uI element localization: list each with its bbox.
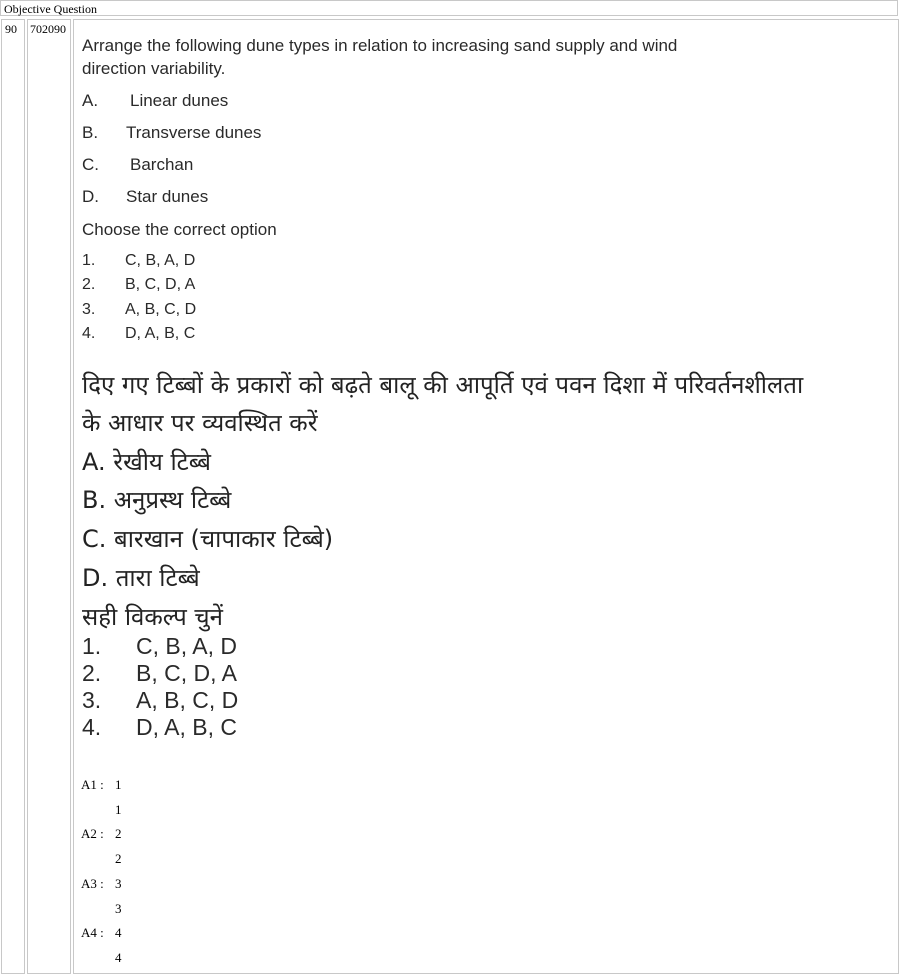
statement-item xyxy=(82,123,261,143)
statement-item xyxy=(82,155,193,175)
answer-key-value: 4 xyxy=(115,925,122,940)
option-hi xyxy=(82,687,238,714)
option-hi xyxy=(82,660,237,687)
statement-text: Linear dunes xyxy=(130,91,229,110)
statement-item xyxy=(82,187,208,207)
option-text: D, A, B, C xyxy=(125,325,196,342)
statement-text: Star dunes xyxy=(126,187,209,206)
option-number: 2. xyxy=(82,276,96,293)
choose-option-en: Choose the correct option xyxy=(82,220,277,239)
question-number-cell xyxy=(1,19,25,974)
option-number: 1. xyxy=(82,633,102,659)
answer-key-value: 3 xyxy=(115,876,122,891)
question-body xyxy=(73,19,899,974)
statement-item-hi: B. अनुप्रस्थ टिब्बे xyxy=(82,486,232,514)
question-id-cell xyxy=(27,19,71,974)
answer-key-label: A1 : xyxy=(81,777,104,792)
option-number: 3. xyxy=(82,687,102,713)
option-number: 4. xyxy=(82,714,102,740)
statement-item-hi: A. रेखीय टिब्बे xyxy=(82,448,211,476)
option-hi xyxy=(82,633,237,660)
section-title: Objective Question xyxy=(4,2,97,16)
answer-key-repeat: 4 xyxy=(115,950,122,965)
option-number: 2. xyxy=(82,660,102,686)
answer-key-row xyxy=(81,876,122,892)
statement-label: A. xyxy=(82,91,99,110)
choose-option-hi: सही विकल्प चुनें xyxy=(82,603,223,631)
option-text: B, C, D, A xyxy=(125,276,196,293)
answer-key-repeat: 1 xyxy=(115,802,122,817)
option-number: 4. xyxy=(82,325,96,342)
option-text: B, C, D, A xyxy=(136,660,237,686)
question-table xyxy=(0,18,900,976)
option-number: 3. xyxy=(82,301,96,318)
answer-key-repeat: 3 xyxy=(115,901,122,916)
option-en xyxy=(82,252,195,270)
option-text: C, B, A, D xyxy=(125,252,196,269)
statement-item xyxy=(82,91,228,111)
question-en-line1: Arrange the following dune types in relation to increasing sand supply and wind xyxy=(82,36,678,55)
statement-text: Transverse dunes xyxy=(126,123,262,142)
answer-key-label: A3 : xyxy=(81,876,104,891)
option-en xyxy=(82,276,195,294)
option-text: A, B, C, D xyxy=(136,687,239,713)
answer-key-value: 1 xyxy=(115,777,122,792)
question-id: 702090 xyxy=(30,22,66,36)
option-text: C, B, A, D xyxy=(136,633,237,659)
answer-key-label: A4 : xyxy=(81,925,104,940)
answer-key-value: 2 xyxy=(115,826,122,841)
statement-item-hi: D. तारा टिब्बे xyxy=(82,564,200,592)
answer-key-row xyxy=(81,925,122,941)
question-hi-line1: दिए गए टिब्बों के प्रकारों को बढ़ते बालू की आपूर्ति एवं पवन दिशा में परिवर्तनशीलता xyxy=(82,371,804,399)
answer-key-row xyxy=(81,777,122,793)
answer-key-row xyxy=(81,826,122,842)
question-hi-line2: के आधार पर व्यवस्थित करें xyxy=(82,409,318,437)
option-en xyxy=(82,301,196,319)
statement-text: Barchan xyxy=(130,155,194,174)
option-text: A, B, C, D xyxy=(125,301,197,318)
option-number: 1. xyxy=(82,252,96,269)
question-en-line2: direction variability. xyxy=(82,59,226,78)
section-header xyxy=(0,0,898,16)
answer-key-repeat: 2 xyxy=(115,851,122,866)
question-number: 90 xyxy=(5,22,17,36)
answer-key-label: A2 : xyxy=(81,826,104,841)
option-hi xyxy=(82,714,237,741)
option-text: D, A, B, C xyxy=(136,714,237,740)
statement-label: B. xyxy=(82,123,99,142)
option-en xyxy=(82,325,195,343)
statement-label: D. xyxy=(82,187,99,206)
statement-item-hi: C. बारखान (चापाकार टिब्बे) xyxy=(82,525,334,553)
statement-label: C. xyxy=(82,155,99,174)
